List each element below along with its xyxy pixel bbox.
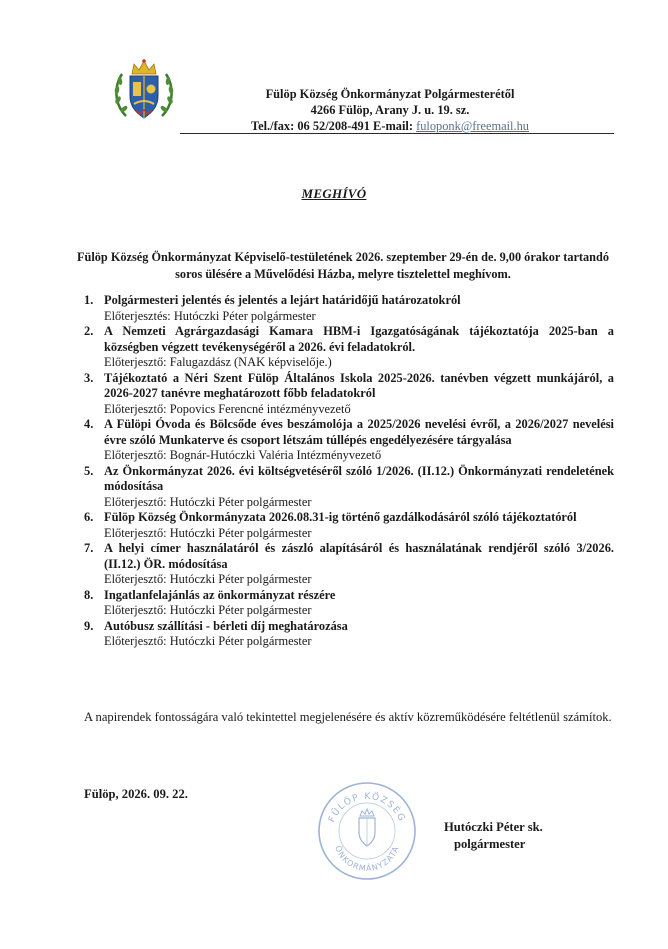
intro-paragraph: Fülöp Község Önkormányzat Képviselő-testületének 2026. szeptember 29-én de. 9,00 órakor tartandó soros ülésére a Művelődési Házba, melyre tisztelettel meghívom. xyxy=(76,250,610,281)
closing-paragraph: A napirendek fontosságára való tekintettel megjelenésére és aktív közreműködésére feltétlenül számítok. xyxy=(84,710,612,724)
agenda-item-title: Autóbusz szállítási - bérleti díj meghatározása xyxy=(104,618,348,633)
agenda-item-presenter: Előterjesztő: Falugazdász (NAK képviselője.) xyxy=(104,355,332,369)
official-stamp-icon xyxy=(316,780,418,882)
svg-text:FÜLÖP KÖZSÉG: FÜLÖP KÖZSÉG xyxy=(327,791,407,824)
letterhead-divider xyxy=(180,133,614,134)
coat-of-arms-icon xyxy=(112,56,176,124)
agenda-item-number: 9. xyxy=(84,618,94,633)
contact-prefix: Tel./fax: 06 52/208-491 E-mail: xyxy=(250,119,417,133)
letterhead-contact xyxy=(200,118,580,134)
agenda-item-presenter: Előterjesztő: Bognár-Hutóczki Valéria Intézményvezető xyxy=(104,448,382,462)
agenda-item xyxy=(84,587,614,619)
agenda-item-title: Tájékoztató a Néri Szent Fülöp Általános Iskola 2025-2026. tanévben végzett munkájáról, a 2026-2027 tanévre meghatározott főbb feladatokról xyxy=(104,370,614,400)
place-and-date: Fülöp, 2026. 09. 22. xyxy=(84,787,188,801)
agenda-item xyxy=(84,324,614,371)
letterhead xyxy=(200,86,580,134)
agenda-item xyxy=(84,293,614,324)
agenda-item-title: Polgármesteri jelentés és jelentés a lejárt határidőjű határozatokról xyxy=(104,293,461,307)
letterhead-organization: Fülöp Község Önkormányzat Polgármesterétől xyxy=(265,87,515,101)
agenda-item xyxy=(84,618,614,650)
signatory-name: Hutóczki Péter sk. xyxy=(444,820,543,834)
email-link[interactable]: fuloponk@freemail.hu xyxy=(416,119,529,133)
agenda-item-title: A Fülöpi Óvoda és Bölcsőde éves beszámolója a 2025/2026 nevelési évről, a 2026/2027 nevelési évre szóló Munkaterve és csoport létszám túllépés engedélyezésére tárgyalása xyxy=(104,417,614,447)
agenda-item xyxy=(84,463,614,511)
agenda-item-presenter: Előterjesztés: Hutóczki Péter polgármester xyxy=(104,308,316,323)
agenda-item-title: A Nemzeti Agrárgazdasági Kamara HBM-i Igazgatóságának tájékoztatója 2025-ban a községben végzett tevékenységéről a 2026. évi feladatokról. xyxy=(104,324,614,354)
agenda-item-presenter: Előterjesztő: Popovics Ferencné intézményvezető xyxy=(104,401,351,416)
agenda-item-title: A helyi címer használatáról és zászló alapításáról és használatának rendjéről szóló 3/2026. (II.12.) ÖR. módosítása xyxy=(104,541,614,571)
agenda-item-presenter: Előterjesztő: Hutóczki Péter polgármester xyxy=(104,603,312,617)
agenda-item xyxy=(84,417,614,464)
agenda-item-number: 4. xyxy=(84,417,94,431)
agenda-item-title: Az Önkormányzat 2026. évi költségvetéséről szóló 1/2026. (II.12.) Önkormányzati rendeletének módosítása xyxy=(104,463,614,493)
document-title: MEGHÍVÓ xyxy=(301,186,367,201)
agenda-item xyxy=(84,541,614,588)
agenda-item-presenter: Előterjesztő: Hutóczki Péter polgármester xyxy=(104,525,312,540)
signatory-role: polgármester xyxy=(454,837,526,851)
agenda-item-title: Ingatlanfelajánlás az önkormányzat részére xyxy=(104,587,336,602)
agenda-item-number: 6. xyxy=(84,510,94,524)
agenda-item-number: 7. xyxy=(84,541,94,555)
agenda-item-presenter: Előterjesztő: Hutóczki Péter polgármester xyxy=(104,494,312,509)
agenda-item-number: 2. xyxy=(84,324,94,338)
svg-text:ÖNKORMÁNYZATA: ÖNKORMÁNYZATA xyxy=(333,844,401,874)
agenda-item-number: 5. xyxy=(84,463,94,478)
agenda-item-title: Fülöp Község Önkormányzata 2026.08.31-ig történő gazdálkodásáról szóló tájékoztatóról xyxy=(104,510,577,524)
agenda-item xyxy=(84,510,614,541)
agenda-item-number: 8. xyxy=(84,587,94,602)
letterhead-address: 4266 Fülöp, Arany J. u. 19. sz. xyxy=(310,103,470,117)
agenda-item xyxy=(84,370,614,418)
signature-block xyxy=(444,819,543,853)
agenda-item-number: 3. xyxy=(84,370,94,385)
agenda-item-presenter: Előterjesztő: Hutóczki Péter polgármester xyxy=(104,634,312,648)
agenda-item-presenter: Előterjesztő: Hutóczki Péter polgármester xyxy=(104,572,312,586)
agenda-item-number: 1. xyxy=(84,293,94,307)
agenda-list xyxy=(84,293,614,650)
